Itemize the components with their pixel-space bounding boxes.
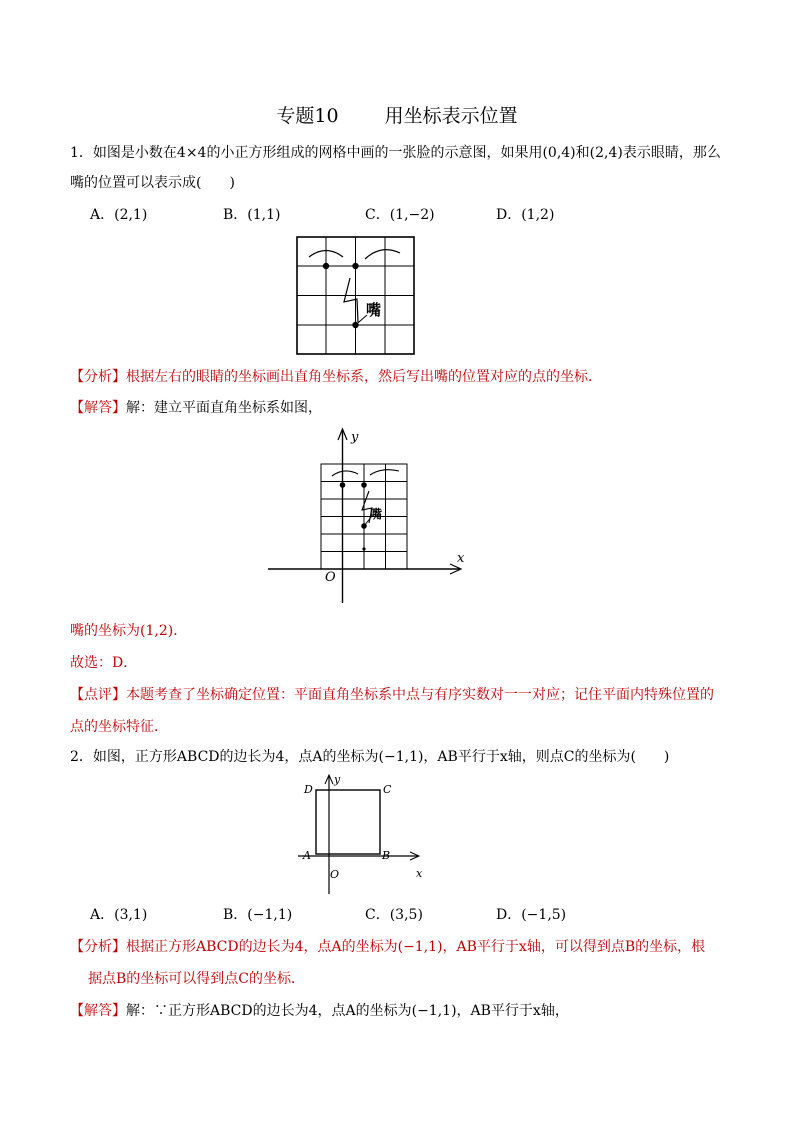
q1-analysis [70, 368, 602, 386]
q1-axes-figure [266, 428, 472, 606]
q1-axis-y-label: y [351, 430, 359, 445]
q1-origin-label: O [325, 570, 336, 585]
q1-analysis-tag: 【分析】 [70, 369, 126, 385]
q1-answer [70, 399, 322, 417]
q1-option-b: B．(1,1) [223, 207, 281, 223]
q1-comment-tag: 【点评】 [70, 687, 126, 703]
title-topic: 专题10 [276, 105, 339, 127]
q2-option-d: D．(−1,5) [496, 907, 567, 923]
q1-stem-line2: 嘴的位置可以表示成( ) [70, 175, 235, 191]
q1-answer-text: 解：建立平面直角坐标系如图， [126, 400, 322, 416]
q2-answer-tag: 【解答】 [70, 1003, 126, 1019]
q1-axes-mouth-label: 嘴 [370, 507, 383, 521]
q1-result: 嘴的坐标为(1,2)． [70, 623, 188, 639]
q2-answer [70, 1002, 569, 1020]
q1-choice: 故选：D． [70, 655, 138, 671]
q1-answer-tag: 【解答】 [70, 400, 126, 416]
q1-axis-x-label: x [457, 551, 465, 566]
q2-point-a-label: A [303, 849, 311, 862]
q1-comment-line2: 点的坐标特征． [70, 719, 168, 735]
q1-comment [70, 686, 714, 704]
q2-stem: 2．如图，正方形ABCD的边长为4，点A的坐标为(−1,1)，AB平行于x轴，则点C的坐标为( ) [70, 749, 670, 765]
q2-point-c-label: C [383, 783, 392, 796]
q1-option-d: D．(1,2) [496, 207, 555, 223]
q1-analysis-text: 根据左右的眼睛的坐标画出直角坐标系，然后写出嘴的位置对应的点的坐标． [126, 369, 602, 385]
q2-analysis-tag: 【分析】 [70, 939, 126, 955]
q1-face-figure [296, 236, 416, 356]
q1-stem-line1: 1．如图是小数在4×4的小正方形组成的网格中画的一张脸的示意图，如果用(0,4)和(2,4)表示眼睛，那么 [70, 145, 721, 161]
q1-option-a: A．(2,1) [90, 207, 148, 223]
q2-square-figure [296, 770, 428, 896]
q2-option-c: C．(3,5) [365, 907, 423, 923]
q2-point-d-label: D [304, 783, 313, 796]
q2-origin-label: O [330, 868, 340, 881]
q1-comment-text: 本题考查了坐标确定位置：平面直角坐标系中点与有序实数对一一对应；记住平面内特殊位置的 [126, 687, 714, 703]
q2-axis-y-label: y [334, 773, 341, 786]
page-title [0, 104, 794, 128]
q2-analysis-text: 根据正方形ABCD的边长为4，点A的坐标为(−1,1)，AB平行于x轴，可以得到点B的坐标，根 [126, 939, 706, 955]
q2-analysis [70, 938, 705, 956]
q2-option-a: A．(3,1) [90, 907, 148, 923]
q2-point-b-label: B [382, 849, 391, 862]
q2-axis-x-label: x [416, 867, 423, 880]
q2-analysis-line2: 据点B的坐标可以得到点C的坐标． [88, 971, 305, 987]
q1-option-c: C．(1,−2) [365, 207, 435, 223]
q2-answer-text: 解：∵正方形ABCD的边长为4，点A的坐标为(−1,1)，AB平行于x轴， [126, 1003, 569, 1019]
q1-mouth-label: 嘴 [366, 301, 382, 319]
title-name: 用坐标表示位置 [384, 105, 518, 127]
q2-option-b: B．(−1,1) [223, 907, 293, 923]
